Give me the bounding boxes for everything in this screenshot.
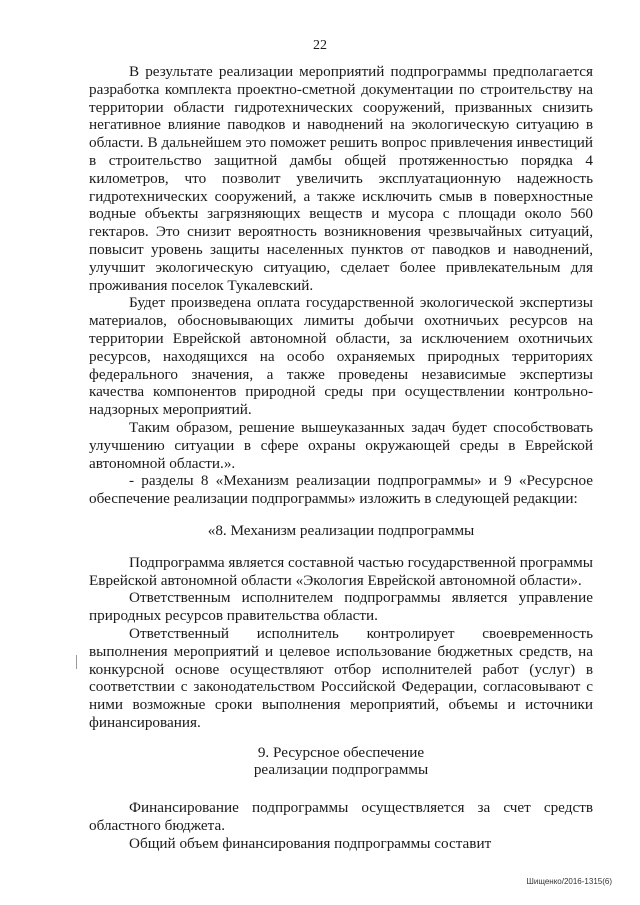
paragraph-amendment: - разделы 8 «Механизм реализации подпрограммы» и 9 «Ресурсное обеспечение реализации подпрограммы» изложить в следующей редакции:: [89, 472, 593, 508]
page-number: 22: [313, 38, 327, 53]
paragraph-responsible-executor: Ответственным исполнителем подпрограммы является управление природных ресурсов правительства области.: [89, 589, 593, 625]
paragraph-executor-controls: Ответственный исполнитель контролирует своевременность выполнения мероприятий и целевое использование бюджетных средств, на конкурсной основе осуществляют отбор исполнителей работ (услуг) в соответствии с законодательством Российской Федерации, согласовывают с ними возможные сроки выполнения мероприятий, объемы и источники финансирования.: [89, 624, 593, 731]
paragraph-expertise: Будет произведена оплата государственной экологической экспертизы материалов, обосновывающих лимиты добычи охотничьих ресурсов на территории Еврейской автономной области, за исключением охотничьих ресурсов, находящихся на особо охраняемых природных территориях федерального значения, а также проведены независимые экспертизы качества компонентов природной среды при осуществлении контрольно-надзорных мероприятий.: [89, 294, 593, 419]
body-text: [89, 63, 593, 853]
paragraph-financing-volume: Общий объем финансирования подпрограммы составит: [129, 834, 492, 852]
paragraph-financing-source: Финансирование подпрограммы осуществляется за счет средств областного бюджета.: [89, 799, 593, 835]
section-9-heading: [89, 744, 593, 780]
section-9-heading-line-2: реализации подпрограммы: [253, 761, 429, 779]
paragraph-conclusion: Таким образом, решение вышеуказанных задач будет способствовать улучшению ситуации в сфере охраны окружающей среды в Еврейской автономной области.».: [89, 418, 593, 472]
paragraph-results: В результате реализации мероприятий подпрограммы предполагается разработка комплекта проектно-сметной документации по строительству на территории области гидротехнических сооружений, призванных снизить негативное влияние паводков и наводнений на экологическую ситуацию в области. В дальнейшем это поможет решить вопрос привлечения инвестиций в строительство защитной дамбы общей протяженностью порядка 4 километров, что позволит увеличить эксплуатационную надежность гидротехнических сооружений, а также исключить смыв в поверхностные водные объекты загрязняющих веществ и мусора с площади около 560 гектаров. Это снизит вероятность возникновения чрезвычайных ситуаций, повысит уровень защиты населенных пунктов от паводков и наводнений, улучшит экологическую ситуацию, сделает более привлекательным для проживания поселок Тукалевский.: [89, 63, 593, 294]
margin-mark: [76, 655, 77, 669]
paragraph-subprogram-part: Подпрограмма является составной частью государственной программы Еврейской автономной области «Экология Еврейской автономной области».: [89, 553, 593, 589]
document-code: Шищенко/2016-1315(6): [526, 877, 612, 886]
section-9-heading-line-1: 9. Ресурсное обеспечение: [257, 743, 425, 761]
section-8-heading: «8. Механизм реализации подпрограммы: [207, 521, 475, 539]
